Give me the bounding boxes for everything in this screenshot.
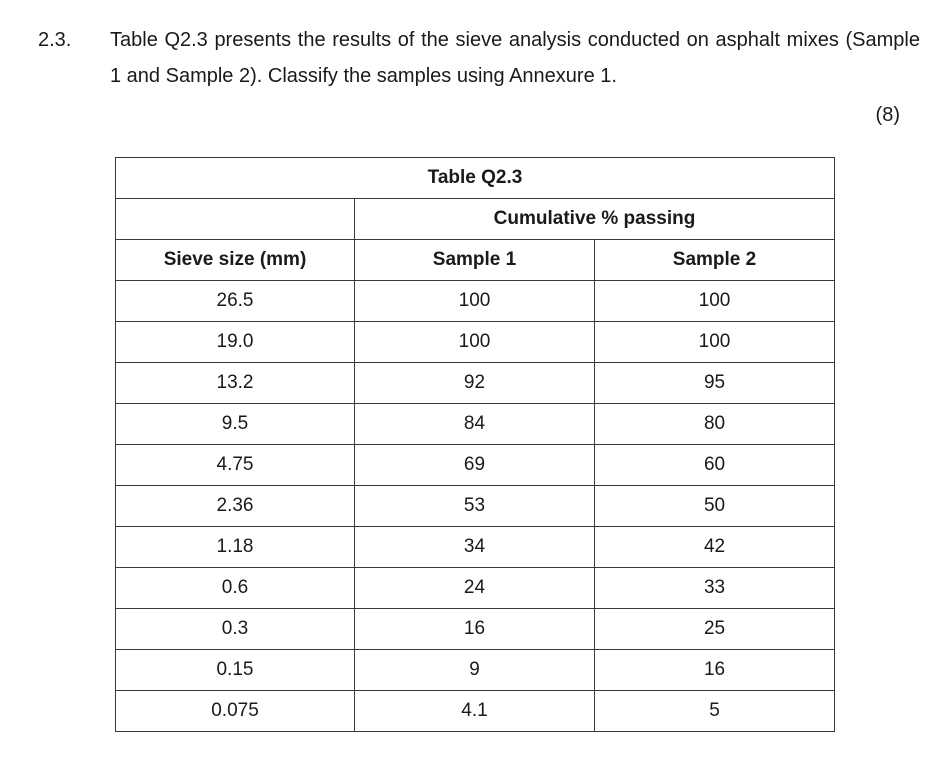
sample-2-cell: 60 bbox=[595, 445, 835, 486]
sample-1-cell: 16 bbox=[355, 609, 595, 650]
sample-1-cell: 9 bbox=[355, 650, 595, 691]
sample-2-cell: 42 bbox=[595, 527, 835, 568]
sieve-size-cell: 13.2 bbox=[116, 363, 355, 404]
sample-1-cell: 92 bbox=[355, 363, 595, 404]
sieve-size-cell: 0.3 bbox=[116, 609, 355, 650]
table-row bbox=[116, 281, 835, 322]
table-row bbox=[116, 363, 835, 404]
sample-1-cell: 24 bbox=[355, 568, 595, 609]
table-row bbox=[116, 609, 835, 650]
sample-1-cell: 69 bbox=[355, 445, 595, 486]
empty-header-cell bbox=[116, 199, 355, 240]
sample-2-cell: 5 bbox=[595, 691, 835, 732]
sieve-size-cell: 9.5 bbox=[116, 404, 355, 445]
table-title-row bbox=[116, 158, 835, 199]
sample-1-cell: 34 bbox=[355, 527, 595, 568]
table-row bbox=[116, 445, 835, 486]
sieve-size-cell: 2.36 bbox=[116, 486, 355, 527]
sample-2-cell: 100 bbox=[595, 281, 835, 322]
sample-1-cell: 53 bbox=[355, 486, 595, 527]
sample-2-cell: 16 bbox=[595, 650, 835, 691]
sieve-size-cell: 1.18 bbox=[116, 527, 355, 568]
sieve-size-cell: 19.0 bbox=[116, 322, 355, 363]
sieve-analysis-table bbox=[115, 157, 835, 732]
table-row bbox=[116, 486, 835, 527]
table-row bbox=[116, 322, 835, 363]
sieve-size-cell: 0.075 bbox=[116, 691, 355, 732]
sample-2-cell: 50 bbox=[595, 486, 835, 527]
table-row bbox=[116, 404, 835, 445]
sample-1-cell: 84 bbox=[355, 404, 595, 445]
table-column-header-row bbox=[116, 240, 835, 281]
table-row bbox=[116, 527, 835, 568]
table-group-header-row bbox=[116, 199, 835, 240]
sample-2-cell: 95 bbox=[595, 363, 835, 404]
sieve-size-cell: 4.75 bbox=[116, 445, 355, 486]
sample-1-cell: 4.1 bbox=[355, 691, 595, 732]
column-header-sample-2: Sample 2 bbox=[595, 240, 835, 281]
question-marks: (8) bbox=[875, 104, 900, 126]
question-number: 2.3. bbox=[38, 29, 72, 51]
sieve-size-cell: 0.6 bbox=[116, 568, 355, 609]
column-header-sample-1: Sample 1 bbox=[355, 240, 595, 281]
sample-2-cell: 100 bbox=[595, 322, 835, 363]
cumulative-passing-header: Cumulative % passing bbox=[355, 199, 835, 240]
table-row bbox=[116, 568, 835, 609]
table-title: Table Q2.3 bbox=[116, 158, 835, 199]
sample-2-cell: 80 bbox=[595, 404, 835, 445]
sieve-size-cell: 26.5 bbox=[116, 281, 355, 322]
sample-2-cell: 33 bbox=[595, 568, 835, 609]
table-row bbox=[116, 650, 835, 691]
table-row bbox=[116, 691, 835, 732]
sample-2-cell: 25 bbox=[595, 609, 835, 650]
sieve-size-cell: 0.15 bbox=[116, 650, 355, 691]
sample-1-cell: 100 bbox=[355, 322, 595, 363]
sample-1-cell: 100 bbox=[355, 281, 595, 322]
question-text: Table Q2.3 presents the results of the sieve analysis conducted on asphalt mixes (Sample 1 and Sample 2). Classify the samples using Annexure 1. bbox=[110, 29, 920, 87]
column-header-sieve-size: Sieve size (mm) bbox=[116, 240, 355, 281]
